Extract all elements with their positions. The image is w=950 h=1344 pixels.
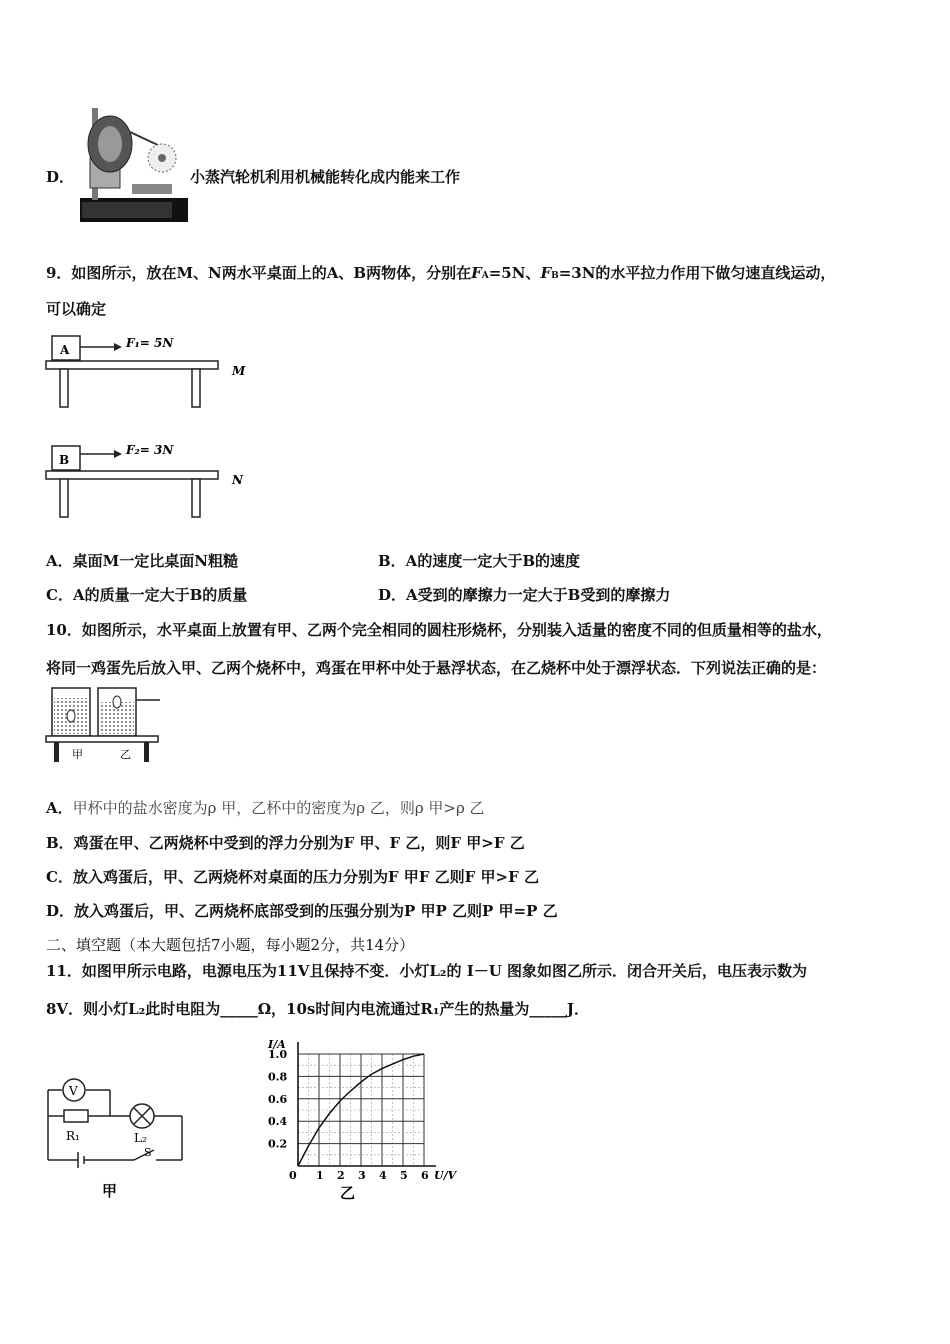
- graph-caption: 乙: [340, 1184, 356, 1202]
- switch-label: S: [144, 1146, 152, 1159]
- q11-iu-graph: [252, 1026, 472, 1206]
- chart-x-tick-label: 6: [421, 1169, 429, 1182]
- chart-y-axis-label: I/A: [268, 1038, 286, 1051]
- egg-floating: [113, 696, 121, 708]
- table-m-label: M: [232, 364, 246, 378]
- label-jia: 甲: [72, 748, 83, 761]
- q9-figure-table-m: [44, 330, 254, 410]
- q10-option-b: B．鸡蛋在甲、乙两烧杯中受到的浮力分别为F 甲、F 乙，则F 甲>F 乙: [46, 834, 525, 852]
- block-b-label: B: [59, 453, 70, 467]
- section2-title: 二、填空题（本大题包括7小题，每小题2分，共14分）: [46, 936, 415, 954]
- chart-y-tick-label: 0.8: [268, 1070, 288, 1084]
- lamp-l2-label: L₂: [134, 1131, 147, 1145]
- q11-stem-line2: 8V．则小灯L₂此时电阻为_____Ω，10s时间内电流通过R₁产生的热量为_____J．: [46, 1000, 589, 1018]
- q9-figure-table-n: [44, 440, 254, 520]
- steam-turbine-image: [72, 98, 190, 226]
- chart-x-tick-label: 4: [379, 1169, 387, 1182]
- q10-beakers-figure: [44, 684, 164, 766]
- q9-option-d: D．A受到的摩擦力一定大于B受到的摩擦力: [378, 586, 671, 604]
- q9-force-a-value: =5N、: [488, 264, 541, 282]
- q9-force-b-symbol: F: [540, 264, 552, 282]
- q10-option-d: D．放入鸡蛋后，甲、乙两烧杯底部受到的压强分别为P 甲P 乙则P 甲=P 乙: [46, 902, 558, 920]
- chart-x-tick-label: 5: [400, 1169, 408, 1182]
- q8-option-d-text: 小蒸汽轮机利用机械能转化成内能来工作: [190, 168, 461, 186]
- resistor-r1: [64, 1110, 88, 1122]
- chart-x-axis-label: U/V: [434, 1169, 457, 1182]
- label-yi: 乙: [120, 748, 131, 761]
- chart-y-tick-label: 1.0: [268, 1048, 288, 1061]
- q9-stem-part1: 9．如图所示，放在M、N两水平桌面上的A、B两物体，分别在: [46, 264, 472, 282]
- q9-force-a-sub: A: [481, 271, 489, 281]
- q10-stem-line2: 将同一鸡蛋先后放入甲、乙两个烧杯中，鸡蛋在甲杯中处于悬浮状态，在乙烧杯中处于漂浮状态．下列说法正确的是：: [46, 659, 827, 677]
- q10-option-a: [46, 797, 485, 818]
- circuit-caption: 甲: [102, 1182, 118, 1200]
- voltmeter-label: V: [69, 1084, 78, 1098]
- force-b-label: F₂= 3N: [126, 443, 174, 457]
- q8-option-d-label: D．: [46, 168, 75, 186]
- chart-x-tick-label: 3: [358, 1169, 366, 1182]
- block-a-label: A: [60, 343, 70, 357]
- chart-x-tick-label: 0: [289, 1169, 297, 1182]
- q11-circuit-diagram: [40, 1070, 190, 1210]
- q9-stem-line1: [46, 262, 835, 283]
- q9-option-c: C．A的质量一定大于B的质量: [46, 586, 248, 604]
- chart-x-tick-label: 1: [316, 1169, 324, 1182]
- q9-stem-line2: 可以确定: [46, 300, 107, 318]
- q10-option-c: C．放入鸡蛋后，甲、乙两烧杯对桌面的压力分别为F 甲F 乙则F 甲>F 乙: [46, 868, 539, 886]
- q9-option-b: B．A的速度一定大于B的速度: [378, 552, 580, 570]
- q9-force-a-symbol: F: [471, 264, 482, 282]
- egg-suspended: [67, 710, 75, 722]
- q11-stem-line1: 11．如图甲所示电路，电源电压为11V且保持不变．小灯L₂的 I－U 图象如图乙所示．闭合开关后，电压表示数为: [46, 962, 808, 980]
- chart-y-tick-label: 0.4: [268, 1115, 288, 1129]
- table-n-label: N: [232, 473, 243, 487]
- resistor-r1-label: R₁: [66, 1129, 80, 1143]
- chart-y-tick-label: 0.2: [268, 1137, 288, 1151]
- q9-option-a: A．桌面M一定比桌面N粗糙: [46, 552, 238, 570]
- chart-y-tick-label: 0.6: [268, 1092, 288, 1106]
- q9-stem-part2: =3N的水平拉力作用下做匀速直线运动，: [558, 264, 836, 282]
- force-a-label: F₁= 5N: [126, 336, 174, 350]
- q10-option-a-text: 甲杯中的盐水密度为ρ 甲，乙杯中的密度为ρ 乙，则ρ 甲>ρ 乙: [72, 799, 485, 817]
- q9-force-b-sub: B: [551, 271, 559, 281]
- q10-option-a-label: A．: [46, 799, 73, 817]
- q10-stem-line1: 10．如图所示，水平桌面上放置有甲、乙两个完全相同的圆柱形烧杯，分别装入适量的密度不同的但质量相等的盐水，: [46, 621, 832, 639]
- chart-x-tick-label: 2: [337, 1169, 345, 1182]
